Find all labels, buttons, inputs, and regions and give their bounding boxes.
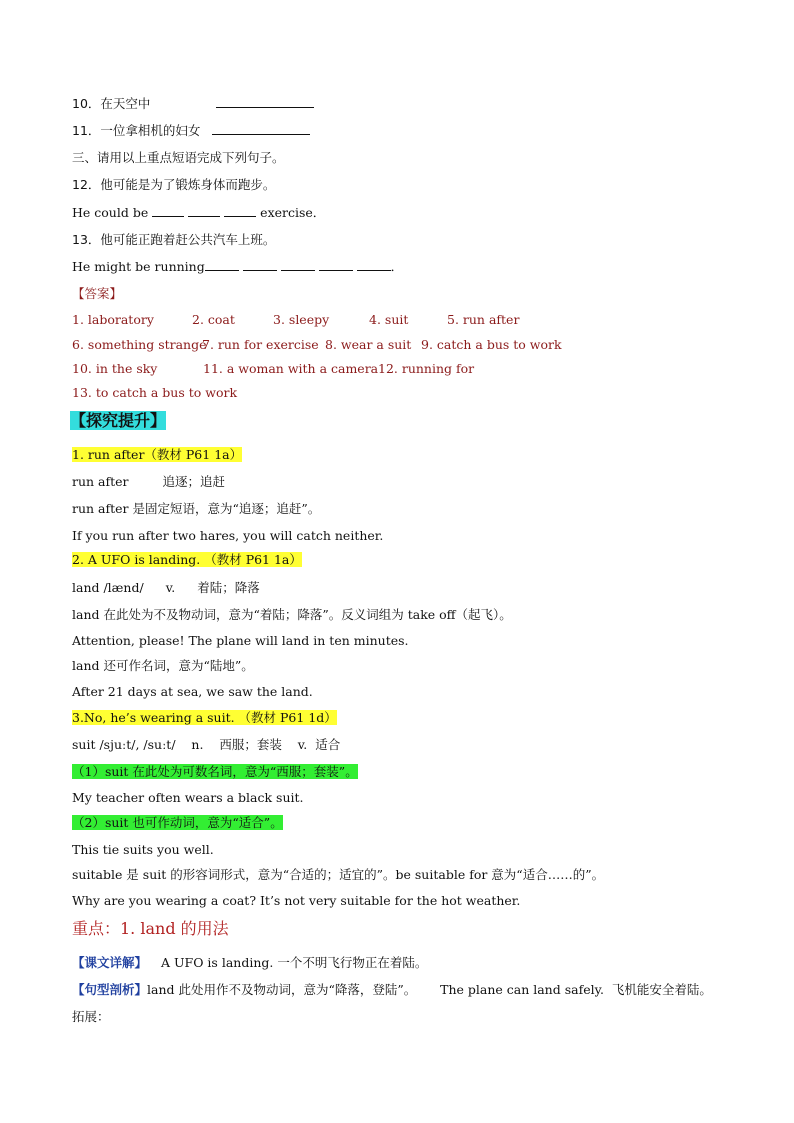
question-13-en-start: He might be running: [72, 259, 205, 274]
point-3-note: suitable 是 suit 的形容词形式，意为“合适的；适宜的”。be suitable for 意为“适合……的”。: [72, 867, 605, 882]
answer-item: 8. wear a suit: [325, 337, 412, 352]
point-3-sub-1-text: （1）suit 在此处为可数名词，意为“西服；套装”。: [72, 764, 358, 779]
point-3-sub-1: [72, 763, 358, 781]
answer-item: 1. laboratory: [72, 312, 154, 327]
point-2-example-2: After 21 days at sea, we saw the land.: [72, 684, 313, 699]
explore-title: [70, 409, 166, 432]
answer-blank: [212, 122, 310, 135]
answer-blank: [188, 204, 220, 217]
answer-item: 10. in the sky: [72, 361, 158, 376]
answer-item: 7. run for exercise: [202, 337, 319, 352]
answer-blank: [205, 258, 239, 271]
question-12-en-end: exercise．: [260, 205, 326, 220]
point-1-definition: [72, 473, 225, 491]
answers-title: 【答案】: [72, 286, 123, 301]
answer-blank: [216, 95, 314, 108]
answer-blank: [357, 258, 391, 271]
point-2-example: Attention, please! The plane will land in ten minutes.: [72, 633, 409, 648]
question-10-text: 10．在天空中: [72, 96, 151, 111]
sentence-analysis-text: land 此处用作不及物动词，意为“降落，登陆”。 The plane can land safely. 飞机能安全着陆。: [147, 982, 712, 997]
extend-label: 拓展：: [72, 1009, 110, 1024]
answer-blank: [152, 204, 184, 217]
point-1-example: If you run after two hares, you will catch neither.: [72, 528, 384, 543]
answer-blank: [319, 258, 353, 271]
question-12-cn: 12．他可能是为了锻炼身体而跑步。: [72, 177, 276, 192]
point-3-example-1: My teacher often wears a black suit.: [72, 790, 304, 805]
question-12-en: [72, 204, 325, 222]
answer-item: 13. to catch a bus to work: [72, 385, 238, 400]
answer-blank: [224, 204, 256, 217]
answer-item: 12. running for: [378, 361, 475, 376]
point-2-heading-text: 2. A UFO is landing. （教材 P61 1a）: [72, 552, 302, 567]
point-3-definition: suit /sjuːt/, /suːt/ n. 西服；套装 v. 适合: [72, 737, 341, 752]
point-3-heading-text: 3.No, he’s wearing a suit. （教材 P61 1d）: [72, 710, 337, 725]
point-1-heading: [72, 446, 242, 464]
answer-item: 9. catch a bus to work: [421, 337, 562, 352]
point-2-note-2: land 还可作名词，意为“陆地”。: [72, 658, 254, 673]
question-12-en-start: He could be: [72, 205, 149, 220]
point-3-sub-2: [72, 814, 283, 832]
lesson-detail: [72, 954, 427, 972]
point-2-heading: [72, 551, 302, 569]
point-1-heading-text: 1. run after（教材 P61 1a）: [72, 447, 243, 462]
point-3-example-2: This tie suits you well.: [72, 842, 214, 857]
answer-item: 2. coat: [192, 312, 235, 327]
definition-term: run after: [72, 474, 129, 489]
answer-item: 3. sleepy: [273, 312, 330, 327]
answer-item: 6. something strange: [72, 337, 207, 352]
answer-item: 11. a woman with a camera: [203, 361, 379, 376]
part-of-speech: v.: [165, 580, 176, 595]
definition-meaning: 着陆；降落: [197, 580, 260, 595]
question-10: [72, 95, 314, 113]
keypoint-heading: 重点：1. land 的用法: [72, 919, 229, 938]
lesson-detail-text: A UFO is landing. 一个不明飞行物正在着陆。: [161, 955, 428, 970]
point-1-note: run after 是固定短语，意为“追逐；追赶”。: [72, 501, 321, 516]
point-3-example-3: Why are you wearing a coat? It’s not very suitable for the hot weather.: [72, 893, 521, 908]
point-3-heading: [72, 709, 337, 727]
point-2-definition: [72, 579, 260, 597]
answer-item: 5. run after: [447, 312, 520, 327]
question-13-cn: 13．他可能正跑着赶公共汽车上班。: [72, 232, 276, 247]
sentence-analysis: [72, 981, 712, 999]
point-2-note: land 在此处为不及物动词，意为“着陆；降落”。反义词组为 take off（起飞）。: [72, 607, 512, 622]
answer-blank: [281, 258, 315, 271]
sentence-analysis-tag: 【句型剖析】: [72, 982, 148, 997]
explore-title-text: 【探究提升】: [70, 411, 167, 430]
question-13-en-end: ．: [390, 259, 404, 274]
definition-term: land /lænd/: [72, 580, 144, 595]
question-13-en: [72, 258, 403, 276]
section-3-title: 三、请用以上重点短语完成下列句子。: [72, 150, 285, 165]
answer-blank: [243, 258, 277, 271]
lesson-detail-tag: 【课文详解】: [72, 955, 148, 970]
point-3-sub-2-text: （2）suit 也可作动词，意为“适合”。: [72, 815, 283, 830]
definition-meaning: 追逐；追赶: [162, 474, 226, 489]
question-11-text: 11．一位拿相机的妇女: [72, 123, 201, 138]
answer-item: 4. suit: [369, 312, 409, 327]
question-11: [72, 122, 310, 140]
